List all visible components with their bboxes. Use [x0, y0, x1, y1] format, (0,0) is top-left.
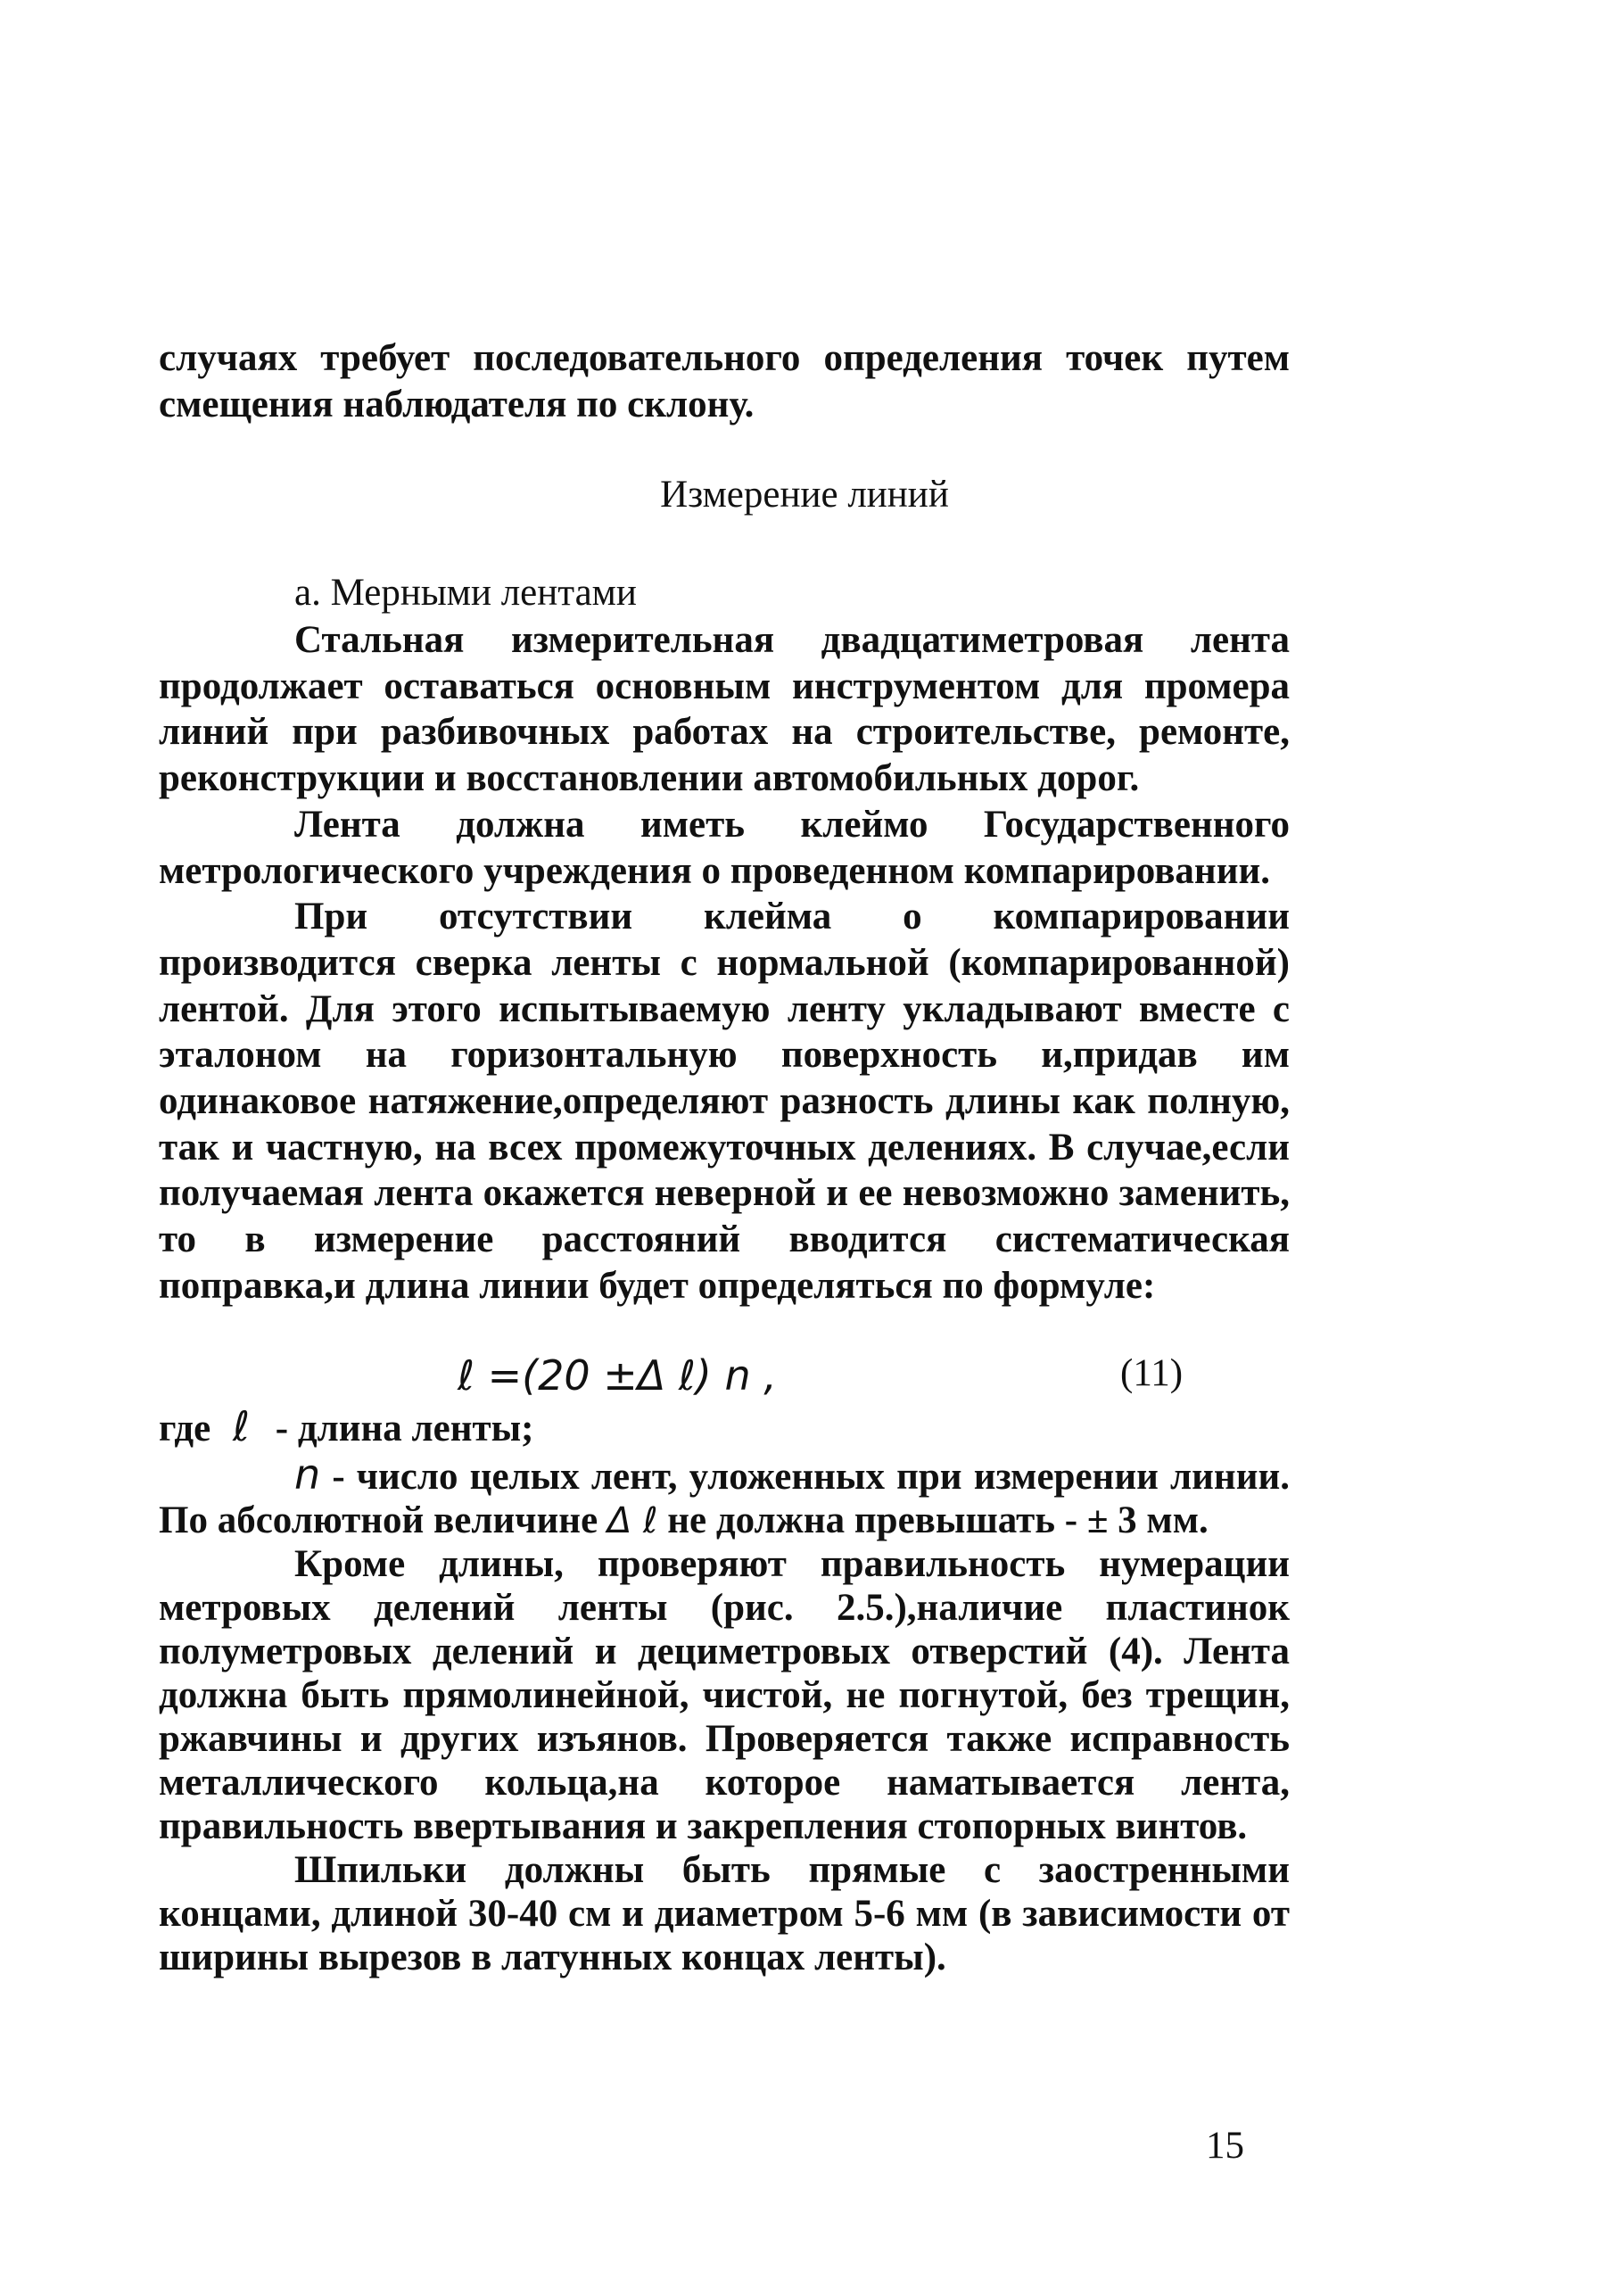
intro-text: случаях требует последовательного определения точек путем смещения наблюдателя по склону.	[159, 337, 1290, 425]
paragraph-pins: Шпильки должны быть прямые с заостренными концами, длиной 30-40 см и диаметром 5-6 мм (в зависимости от ширины вырезов в латунных концах ленты).	[159, 1849, 1290, 1978]
intro-paragraph	[159, 335, 1290, 427]
n-description: - число целых лент, уложенных при измерении линии. По абсолютной величине	[159, 1456, 1290, 1541]
formula-explanation	[159, 1402, 1290, 1979]
subsection-heading: а. Мерными лентами	[294, 572, 637, 614]
paragraph-steel-tape: Стальная измерительная двадцатиметровая лента продолжает оставаться основным инструментом для промера линий при разбивочных работах на строительстве, ремонте, реконструкции и восстановлении автомобильных дорог.	[159, 619, 1290, 800]
paragraph-comparison: При отсутствии клейма о компарировании производится сверка ленты с нормальной (компарированной) лентой. Для этого испытываемую ленту укладывают вместе с эталоном на горизонтальную поверхность и,придав им одинаковое натяжение,определяют разность длины как полную, так и частную, на всех промежуточных делениях. В случае,если получаемая лента окажется неверной и ее невозможно заменить, то в измерение расстояний вводится систематическая поправка,и длина линии будет определяться по формуле:	[159, 896, 1290, 1307]
where-l-line	[159, 1402, 1290, 1450]
delta-description: не должна превышать - ± 3 мм.	[667, 1499, 1209, 1541]
section-heading: Измерение линий	[660, 474, 949, 516]
page-number: 15	[1206, 2125, 1244, 2167]
formula-expression: ℓ =(20 ±Δ ℓ) n ,	[458, 1351, 777, 1400]
l-description: - длина ленты;	[275, 1408, 534, 1449]
formula-number: (11)	[1120, 1352, 1184, 1394]
where-word: где	[159, 1408, 211, 1449]
symbol-n: n	[294, 1450, 321, 1499]
formula-line	[159, 1351, 1290, 1405]
where-n-line	[159, 1450, 1290, 1542]
symbol-l: ℓ	[232, 1402, 250, 1450]
delta-l-symbol: Δ ℓ	[606, 1500, 658, 1541]
paragraph-stamp: Лента должна иметь клеймо Государственного метрологического учреждения о проведенном компарировании.	[159, 803, 1290, 892]
paragraph-checks: Кроме длины, проверяют правильность нумерации метровых делений ленты (рис. 2.5.),наличие пластинок полуметровых делений и дециметровых отверстий (4). Лента должна быть прямолинейной, чистой, не погнутой, без трещин, ржавчины и других изъянов. Проверяется также исправность металлического кольца,на которое наматывается лента, правильность ввертывания и закрепления стопорных винтов.	[159, 1543, 1290, 1847]
body-before-formula	[159, 617, 1290, 1309]
